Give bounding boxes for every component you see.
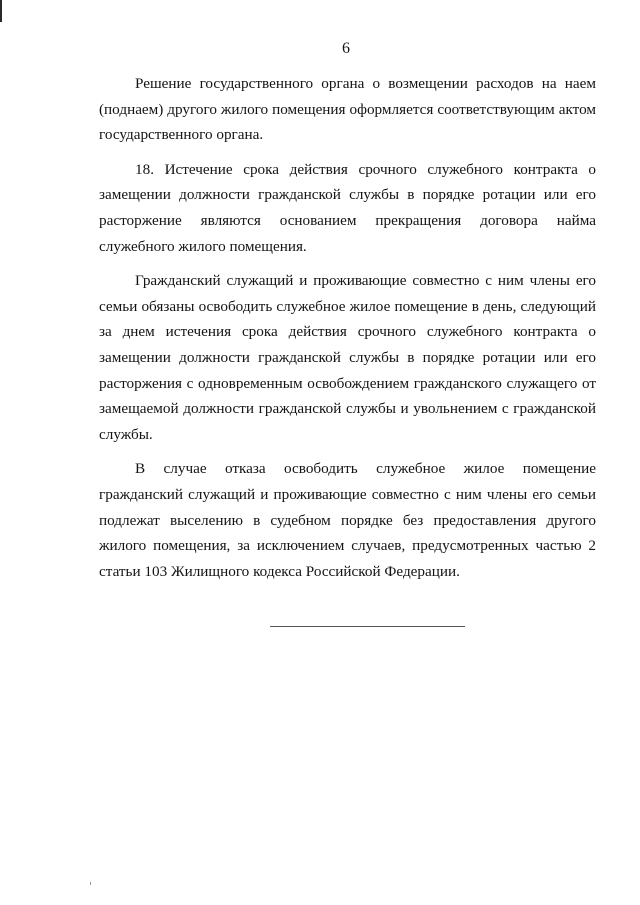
document-body	[99, 71, 596, 584]
scan-speck	[90, 882, 91, 885]
end-separator-line	[270, 626, 465, 627]
paragraph-reimbursement-decision: Решение государственного органа о возмещении расходов на наем (поднаем) другого жилого помещения оформляется соответствующим актом государственного органа.	[99, 75, 596, 144]
paragraph-eviction: В случае отказа освободить служебное жилое помещение гражданский служащий и проживающие совместно с ним члены его семьи подлежат выселению в судебном порядке без предоставления другого жилого помещения, за исключением случаев, предусмотренных частью 2 статьи 103 Жилищного кодекса Российской Федерации.	[99, 460, 596, 580]
paragraph-item-18: 18. Истечение срока действия срочного служебного контракта о замещении должности гражданской службы в порядке ротации или его расторжение являются основанием прекращения договора найма служебного жилого помещения.	[99, 160, 596, 255]
paragraph-vacate-obligation: Гражданский служащий и проживающие совместно с ним члены его семьи обязаны освободить служебное жилое помещение в день, следующий за днем истечения срока действия срочного служебного контракта о замещении должности гражданской службы в порядке ротации или его расторжения с одновременным освобождением гражданского служащего от замещаемой должности гражданской службы и увольнением с гражданской службы.	[99, 272, 596, 443]
page-number: 6	[342, 40, 350, 57]
scan-edge-mark	[0, 0, 2, 22]
